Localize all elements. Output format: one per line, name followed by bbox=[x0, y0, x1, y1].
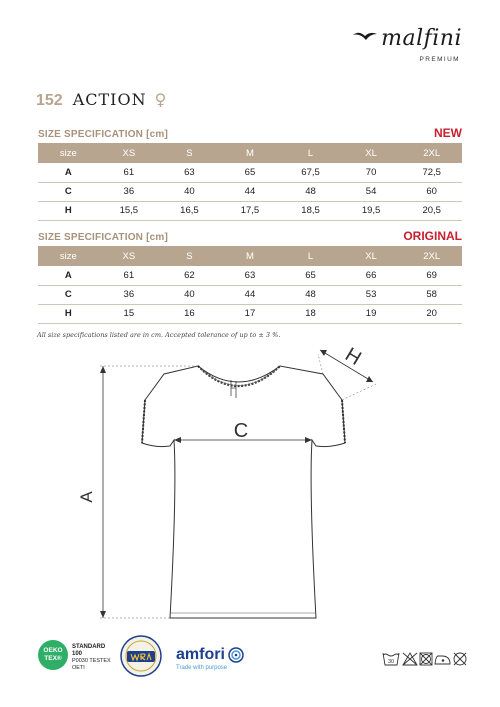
oeko-cert: P0030 TESTEX bbox=[72, 658, 111, 664]
header-cell: S bbox=[159, 246, 220, 266]
row-label: H bbox=[38, 304, 99, 323]
table-cell: 63 bbox=[220, 266, 281, 285]
oeko-standard: STANDARD bbox=[72, 644, 106, 650]
table-cell: 19 bbox=[341, 304, 402, 323]
header-cell: 2XL bbox=[401, 143, 462, 163]
new-section-header bbox=[38, 126, 462, 140]
row-label: A bbox=[38, 163, 99, 182]
table-row bbox=[38, 266, 462, 285]
table-cell: 58 bbox=[401, 285, 462, 304]
wrap-logo bbox=[120, 634, 162, 678]
label-a: A bbox=[77, 491, 96, 503]
table-cell: 44 bbox=[220, 182, 281, 201]
table-cell: 62 bbox=[159, 266, 220, 285]
row-label: C bbox=[38, 182, 99, 201]
wash-temp: 30 bbox=[387, 659, 395, 665]
amfori-tagline: Trade with purpose bbox=[176, 665, 228, 671]
header-cell: XL bbox=[341, 246, 402, 266]
table-cell: 65 bbox=[220, 163, 281, 182]
header-cell: S bbox=[159, 143, 220, 163]
table-cell: 40 bbox=[159, 285, 220, 304]
table-cell: 48 bbox=[280, 182, 341, 201]
table-cell: 36 bbox=[99, 182, 160, 201]
header-cell: size bbox=[38, 143, 99, 163]
table-cell: 16 bbox=[159, 304, 220, 323]
table-row bbox=[38, 304, 462, 323]
table-cell: 16,5 bbox=[159, 201, 220, 220]
table-cell: 40 bbox=[159, 182, 220, 201]
header-cell: L bbox=[280, 143, 341, 163]
table-cell: 15 bbox=[99, 304, 160, 323]
original-size-table bbox=[38, 246, 462, 324]
original-section-label: SIZE SPECIFICATION [cm] bbox=[38, 232, 168, 243]
care-symbols bbox=[382, 650, 468, 668]
bird-icon bbox=[352, 30, 378, 44]
table-cell: 53 bbox=[341, 285, 402, 304]
row-label: H bbox=[38, 201, 99, 220]
header-cell: M bbox=[220, 246, 281, 266]
original-section-tag: ORIGINAL bbox=[403, 229, 462, 243]
table-cell: 61 bbox=[99, 163, 160, 182]
table-row bbox=[38, 285, 462, 304]
table-cell: 65 bbox=[280, 266, 341, 285]
iron-icon bbox=[435, 656, 450, 664]
table-cell: 70 bbox=[341, 163, 402, 182]
new-size-table bbox=[38, 143, 462, 221]
table-cell: 63 bbox=[159, 163, 220, 182]
table-cell: 72,5 bbox=[401, 163, 462, 182]
no-tumble-dry-icon bbox=[420, 653, 432, 665]
oeko-number: 100 bbox=[72, 651, 83, 657]
product-name: ACTION bbox=[72, 90, 147, 109]
table-cell: 69 bbox=[401, 266, 462, 285]
header-cell: M bbox=[220, 143, 281, 163]
table-cell: 61 bbox=[99, 266, 160, 285]
header-cell: XS bbox=[99, 246, 160, 266]
oeko-cert2: OETI bbox=[72, 665, 85, 671]
table-cell: 15,5 bbox=[99, 201, 160, 220]
table-cell: 17 bbox=[220, 304, 281, 323]
original-section-header bbox=[38, 229, 462, 243]
new-section-label: SIZE SPECIFICATION [cm] bbox=[38, 129, 168, 140]
oeko-tex-text bbox=[72, 644, 111, 672]
table-cell: 48 bbox=[280, 285, 341, 304]
table-cell: 60 bbox=[401, 182, 462, 201]
table-cell: 18 bbox=[280, 304, 341, 323]
table-row bbox=[38, 182, 462, 201]
oeko-tex-badge: OEKO TEX® bbox=[38, 640, 68, 670]
product-title bbox=[36, 90, 166, 110]
brand-subtitle: PREMIUM bbox=[419, 56, 460, 63]
footer-logos bbox=[38, 634, 468, 684]
table-cell: 20,5 bbox=[401, 201, 462, 220]
table-row bbox=[38, 163, 462, 182]
table-cell: 66 bbox=[341, 266, 402, 285]
row-label: A bbox=[38, 266, 99, 285]
header-cell: L bbox=[280, 246, 341, 266]
no-dry-clean-icon bbox=[454, 653, 466, 665]
new-section-tag: NEW bbox=[434, 126, 462, 140]
size-note: All size specifications listed are in cm. Accepted tolerance of up to ± 3 %. bbox=[37, 331, 281, 339]
label-c: C bbox=[233, 420, 249, 442]
table-cell: 44 bbox=[220, 285, 281, 304]
no-bleach-icon bbox=[403, 653, 417, 665]
header-cell: XS bbox=[99, 143, 160, 163]
header-cell: size bbox=[38, 246, 99, 266]
tshirt-diagram bbox=[77, 340, 400, 625]
amfori-name: amfori bbox=[176, 646, 225, 663]
spiral-icon bbox=[228, 647, 244, 663]
table-cell: 19,5 bbox=[341, 201, 402, 220]
table-cell: 18,5 bbox=[280, 201, 341, 220]
amfori-logo bbox=[176, 646, 244, 671]
table-cell: 20 bbox=[401, 304, 462, 323]
female-icon: ♀ bbox=[154, 90, 167, 109]
table-cell: 54 bbox=[341, 182, 402, 201]
table-cell: 36 bbox=[99, 285, 160, 304]
label-h: H bbox=[341, 343, 365, 371]
brand-name: malfini bbox=[381, 26, 462, 51]
table-header-row bbox=[38, 246, 462, 266]
product-number: 152 bbox=[36, 92, 63, 109]
table-row bbox=[38, 201, 462, 220]
header-cell: 2XL bbox=[401, 246, 462, 266]
tshirt-outline bbox=[142, 366, 345, 618]
brand-logo bbox=[352, 26, 464, 70]
table-cell: 67,5 bbox=[280, 163, 341, 182]
table-header-row bbox=[38, 143, 462, 163]
row-label: C bbox=[38, 285, 99, 304]
table-cell: 17,5 bbox=[220, 201, 281, 220]
header-cell: XL bbox=[341, 143, 402, 163]
